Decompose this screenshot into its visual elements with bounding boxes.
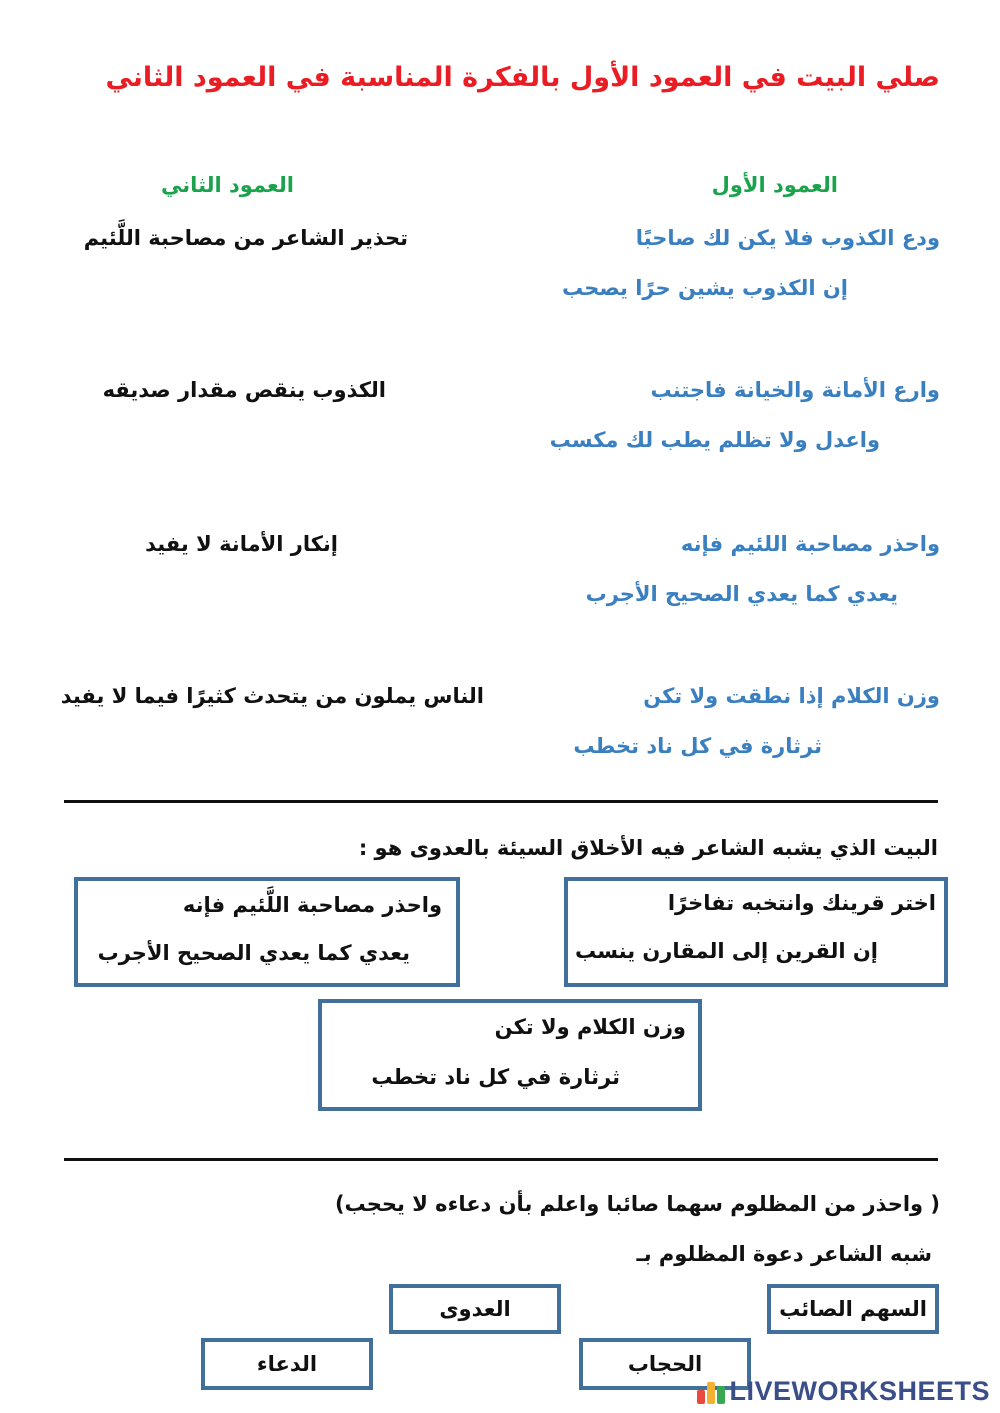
verse-1-line-1: ودع الكذوب فلا يكن لك صاحبًا (635, 226, 940, 250)
question-2-prompt: شبه الشاعر دعوة المظلوم بـ (636, 1242, 932, 1266)
choice-a[interactable] (564, 877, 948, 987)
option-infection[interactable]: العدوى (389, 1284, 561, 1334)
question-1-prompt: البيت الذي يشبه الشاعر فيه الأخلاق السيئة بالعدوى هو : (358, 836, 938, 860)
verse-1-line-2: إن الكذوب يشين حرًا يصحب (561, 276, 848, 300)
idea-2[interactable]: الكذوب ينقص مقدار صديقه (102, 378, 386, 402)
choice-b[interactable] (74, 877, 460, 987)
liveworksheets-logo (697, 1376, 990, 1407)
liveworksheets-logo-icon (697, 1378, 725, 1406)
question-2-verse: ( واحذر من المظلوم سهما صائبا واعلم بأن دعاءه لا يحجب) (334, 1192, 940, 1216)
choice-a-line-2: إن القرين إلى المقارن ينسب (575, 939, 878, 963)
choice-c[interactable] (318, 999, 702, 1111)
verse-3-line-2: يعدي كما يعدي الصحيح الأجرب (585, 582, 898, 606)
choice-a-line-1: اختر قرينك وانتخبه تفاخرًا (667, 891, 936, 915)
first-column-header: العمود الأول (711, 173, 838, 197)
verse-3-line-1: واحذر مصاحبة اللئيم فإنه (680, 532, 940, 556)
choice-b-line-2: يعدي كما يعدي الصحيح الأجرب (97, 941, 410, 965)
option-prayer[interactable]: الدعاء (201, 1338, 373, 1390)
option-arrow[interactable]: السهم الصائب (767, 1284, 939, 1334)
verse-2-line-2: واعدل ولا تظلم يطب لك مكسب (549, 428, 880, 452)
divider-2 (64, 1158, 938, 1161)
choice-c-line-1: وزن الكلام ولا تكن (494, 1015, 686, 1039)
verse-4-line-1: وزن الكلام إذا نطقت ولا تكن (643, 684, 940, 708)
idea-1[interactable]: تحذير الشاعر من مصاحبة اللَّئيم (83, 226, 408, 250)
idea-3[interactable]: إنكار الأمانة لا يفيد (145, 532, 338, 556)
choice-b-line-1: واحذر مصاحبة اللَّئيم فإنه (182, 893, 442, 917)
option-veil[interactable]: الحجاب (579, 1338, 751, 1390)
page-title: صلي البيت في العمود الأول بالفكرة المناسبة في العمود الثاني (105, 62, 940, 93)
second-column-header: العمود الثاني (161, 173, 294, 197)
divider-1 (64, 800, 938, 803)
verse-2-line-1: وارع الأمانة والخيانة فاجتنب (650, 378, 940, 402)
idea-4[interactable]: الناس يملون من يتحدث كثيرًا فيما لا يفيد (60, 684, 484, 708)
choice-c-line-2: ثرثارة في كل ناد تخطب (371, 1065, 620, 1089)
logo-text: LIVEWORKSHEETS (729, 1376, 990, 1406)
verse-4-line-2: ثرثارة في كل ناد تخطب (573, 734, 822, 758)
